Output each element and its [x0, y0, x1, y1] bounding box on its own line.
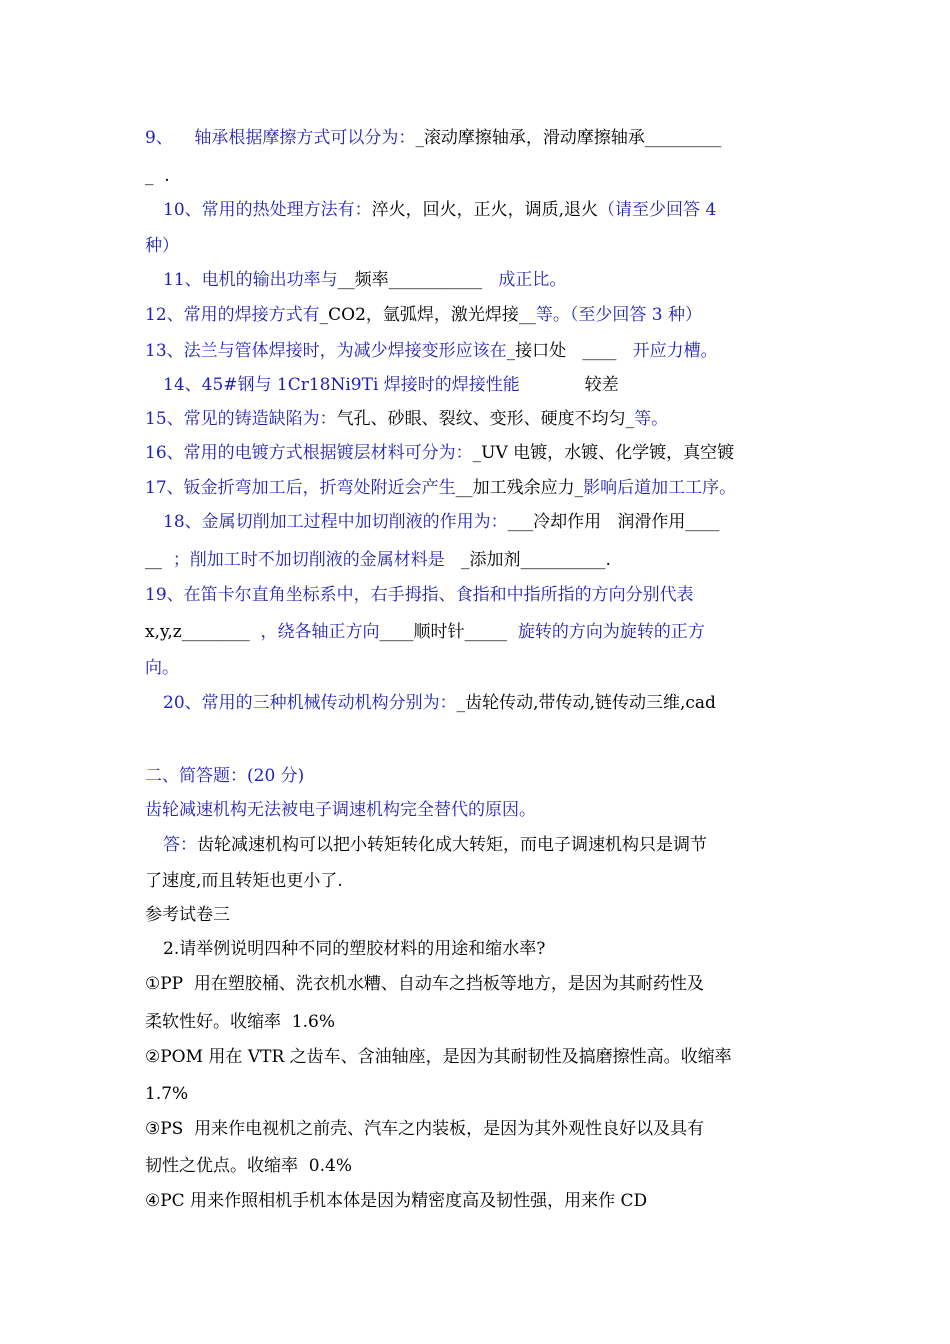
question-text: 15、常见的铸造缺陷为： — [145, 409, 337, 429]
question-text: 影响后道加工工序。 — [583, 478, 737, 498]
answer-text: 1.7% — [145, 1084, 189, 1104]
question-text: 12、常用的焊接方式有 — [145, 305, 320, 325]
answer-text: __频率___________ — [337, 270, 483, 290]
question-text: 成正比。 — [482, 270, 567, 290]
question-text: 17、钣金折弯加工后，折弯处附近会产生 — [145, 478, 456, 498]
text-line — [145, 548, 611, 572]
question-text: 9、 轴承根据摩擦方式可以分为： — [145, 128, 416, 148]
answer-text: _滚动摩擦轴承，滑动摩擦轴承_________ — [415, 128, 722, 148]
text-line — [145, 407, 668, 431]
answer-text: 柔软性好。收缩率 1.6% — [145, 1012, 335, 1032]
question-text: 10、常用的热处理方法有： — [163, 200, 372, 220]
answer-text: 气孔、砂眼、裂纹、变形、硬度不均匀_ — [336, 409, 635, 429]
question-text: 旋转的方向为旋转的正方 — [517, 622, 705, 642]
text-line — [145, 1154, 352, 1178]
answer-text: ②POM 用在 VTR 之齿车、含油轴座，是因为其耐韧性及搞磨擦性高。收缩率 — [145, 1047, 732, 1067]
answer-text: ①PP 用在塑胶桶、洗衣机水糟、自动车之挡板等地方，是因为其耐药性及 — [145, 974, 704, 994]
text-line — [145, 903, 230, 927]
text-line — [145, 1045, 732, 1069]
text-line — [145, 620, 705, 644]
answer-text: _添加剂__________. — [444, 550, 611, 570]
answer-text: _齿轮传动,带传动,链传动三维,cad — [456, 693, 716, 713]
text-line — [145, 1082, 188, 1106]
answer-text: 韧性之优点。收缩率 0.4% — [145, 1156, 352, 1176]
answer-text: _CO2，氩弧焊，激光焊接__ — [319, 305, 536, 325]
text-line — [163, 198, 716, 222]
answer-text: 参考试卷三 — [145, 905, 230, 925]
answer-text: 2.请举例说明四种不同的塑胶材料的用途和缩水率? — [163, 939, 546, 959]
text-line — [145, 303, 702, 327]
question-text: ，绕各轴正方向 — [260, 622, 380, 642]
question-text: ；削加工时不加切削液的金属材料是 — [172, 550, 445, 570]
text-line — [163, 691, 716, 715]
question-text: 齿轮减速机构无法被电子调速机构完全替代的原因。 — [145, 800, 536, 820]
answer-text: ④PC 用来作照相机手机本体是因为精密度高及韧性强，用来作 CD — [145, 1191, 648, 1211]
text-line — [145, 583, 694, 607]
text-line — [145, 1189, 647, 1213]
question-text: 向。 — [145, 658, 179, 678]
question-text: 二、简答题：(20 分) — [145, 766, 305, 786]
text-line — [145, 476, 736, 500]
text-line — [145, 164, 170, 188]
answer-text: __ — [145, 550, 173, 570]
answer-text: _UV 电镀，水镀、化学镀，真空镀 — [472, 443, 735, 463]
text-line — [163, 373, 619, 397]
text-line — [145, 869, 343, 893]
text-line — [145, 798, 536, 822]
question-text: 19、在笛卡尔直角坐标系中，右手拇指、食指和中指所指的方向分别代表 — [145, 585, 694, 605]
question-text: 16、常用的电镀方式根据镀层材料可分为： — [145, 443, 473, 463]
answer-text: _ . — [145, 166, 170, 186]
question-text: 11、电机的输出功率与 — [163, 270, 338, 290]
question-text: 答： — [163, 835, 197, 855]
text-line — [145, 1010, 335, 1034]
answer-text: 淬火，回火，正火，调质,退火 — [371, 200, 599, 220]
answer-text: 齿轮减速机构可以把小转矩转化成大转矩，而电子调速机构只是调节 — [197, 835, 707, 855]
answer-text: ___冷却作用 润滑作用____ — [507, 512, 720, 532]
text-line — [145, 126, 721, 150]
answer-text: ③PS 用来作电视机之前壳、汽车之内装板，是因为其外观性良好以及具有 — [145, 1119, 705, 1139]
question-text: 20、常用的三种机械传动机构分别为： — [163, 693, 457, 713]
answer-text: __加工残余应力_ — [455, 478, 584, 498]
text-line — [145, 339, 718, 363]
text-line — [163, 937, 545, 961]
answer-text: x,y,z________ — [145, 622, 261, 642]
text-line — [145, 972, 704, 996]
text-line — [145, 764, 304, 788]
question-text: 等。（至少回答 3 种） — [535, 305, 703, 325]
question-text: 种） — [145, 236, 179, 256]
question-text: （请至少回答 4 — [598, 200, 717, 220]
question-text: 14、45#钢与 1Cr18Ni9Ti 焊接时的焊接性能 — [163, 375, 520, 395]
text-line — [145, 441, 734, 465]
text-line — [145, 234, 179, 258]
question-text: 开应力槽。 — [616, 341, 718, 361]
question-text: 13、法兰与管体焊接时，为减少焊接变形应该在 — [145, 341, 507, 361]
answer-text: _接口处 ____ — [506, 341, 617, 361]
answer-text: 较差 — [519, 375, 619, 395]
text-line — [145, 1117, 704, 1141]
answer-text: ____顺时针_____ — [379, 622, 518, 642]
text-line — [163, 833, 707, 857]
question-text: 等。 — [634, 409, 669, 429]
question-text: 18、金属切削加工过程中加切削液的作用为： — [163, 512, 508, 532]
text-line — [145, 656, 179, 680]
text-line — [163, 510, 719, 534]
answer-text: 了速度,而且转矩也更小了. — [145, 871, 343, 891]
text-line — [163, 268, 566, 292]
